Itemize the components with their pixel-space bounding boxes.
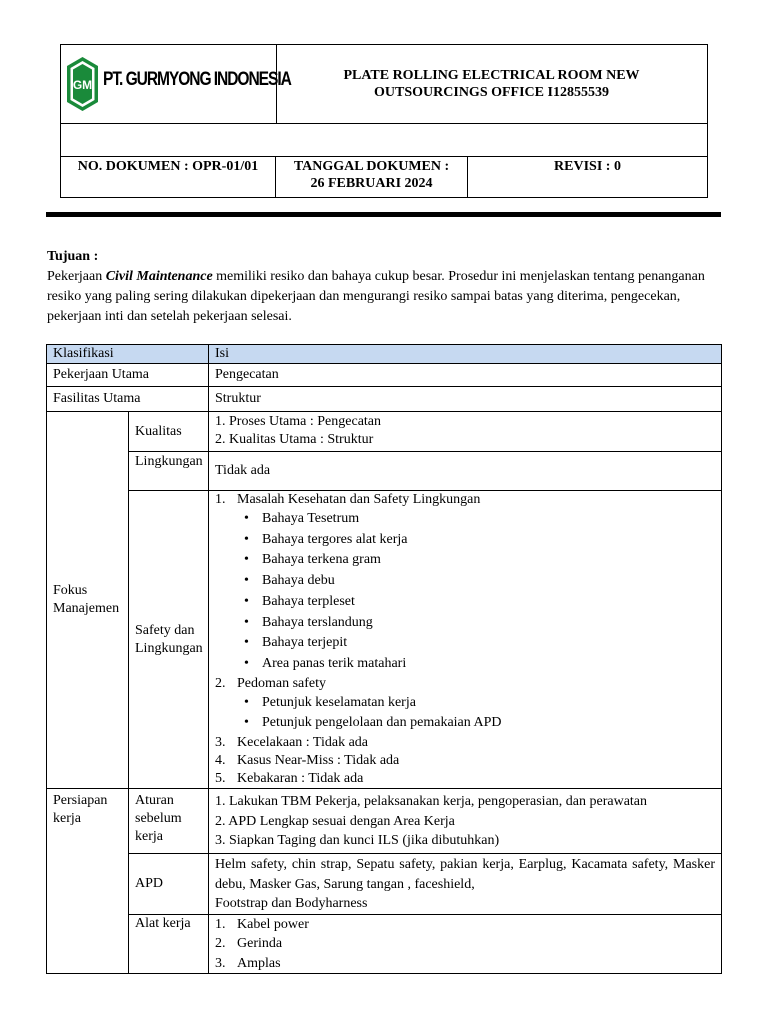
kualitas-item: 2. Kualitas Utama : Struktur bbox=[215, 432, 374, 447]
list-number: 4. bbox=[215, 753, 226, 769]
list-item: • Bahaya terpleset bbox=[262, 592, 715, 613]
purpose-heading: Tujuan : bbox=[47, 249, 99, 264]
header-blank-row bbox=[61, 123, 707, 157]
section-label-persiapan-kerja: Persiapan kerja bbox=[47, 789, 129, 974]
document-number: NO. DOKUMEN : OPR-01/01 bbox=[61, 156, 276, 197]
list-text: Kebakaran : Tidak ada bbox=[237, 771, 364, 787]
header-divider bbox=[46, 212, 721, 217]
gm-badge-icon bbox=[66, 56, 99, 112]
list-number: 3. bbox=[215, 735, 226, 751]
apd-content bbox=[209, 854, 722, 915]
aturan-item: 3. Siapkan Taging dan kunci ILS (jika dibutuhkan) bbox=[215, 833, 500, 849]
alat-kerja-content bbox=[209, 914, 722, 974]
purpose-text-rest: memiliki resiko dan bahaya cukup besar. Prosedur ini menjelaskan tentang penanganan resiko yang paling sering dilakukan dipekerjaan dan mengurangi resiko sampai batas yang diterima, pengecekan, pekerjaan inti dan setelah pekerjaan selesai. bbox=[47, 269, 705, 324]
alat-item bbox=[215, 915, 715, 935]
list-number: 1. bbox=[215, 916, 226, 932]
list-text: Masalah Kesehatan dan Safety Lingkungan bbox=[237, 492, 481, 507]
apd-text-end: Footstrap dan Bodyharness bbox=[215, 896, 368, 912]
list-item: • Petunjuk pengelolaan dan pemakaian APD bbox=[262, 713, 715, 734]
list-item: • Bahaya terjepit bbox=[262, 633, 715, 654]
list-text: Pedoman safety bbox=[237, 675, 327, 691]
aturan-content bbox=[209, 789, 722, 854]
table-row bbox=[47, 854, 722, 915]
list-item: • Bahaya terkena gram bbox=[262, 550, 715, 571]
alat-item bbox=[215, 934, 715, 954]
list-number: 3. bbox=[215, 955, 226, 971]
list-number: 5. bbox=[215, 771, 226, 787]
safety-item-4 bbox=[215, 752, 715, 770]
document-header bbox=[60, 44, 708, 198]
title-line-2: OUTSOURCINGS OFFICE I12855539 bbox=[374, 85, 609, 100]
row-value-fasilitas-utama: Struktur bbox=[209, 387, 722, 412]
list-text: Gerinda bbox=[237, 936, 283, 952]
list-item: • Petunjuk keselamatan kerja bbox=[262, 693, 715, 714]
table-row bbox=[47, 491, 722, 789]
row-label-fasilitas-utama: Fasilitas Utama bbox=[47, 387, 209, 412]
hazard-list bbox=[215, 509, 715, 675]
row-label-pekerjaan-utama: Pekerjaan Utama bbox=[47, 364, 209, 387]
logo-badge-text: GM bbox=[72, 78, 93, 92]
sub-label-safety: Safety dan Lingkungan bbox=[129, 491, 209, 789]
list-item: • Bahaya tergores alat kerja bbox=[262, 530, 715, 551]
kualitas-content bbox=[209, 412, 722, 452]
document-date-label: TANGGAL DOKUMEN : bbox=[293, 159, 450, 174]
list-item: • Bahaya debu bbox=[262, 571, 715, 592]
sub-label-alat-kerja: Alat kerja bbox=[129, 914, 209, 974]
lingkungan-value: Tidak ada bbox=[209, 452, 722, 491]
safety-item-3 bbox=[215, 734, 715, 752]
list-text: Kasus Near-Miss : Tidak ada bbox=[237, 753, 400, 769]
list-text: Amplas bbox=[237, 955, 281, 971]
logo-cell bbox=[61, 45, 291, 123]
document-meta-row bbox=[61, 156, 707, 197]
company-name: PT. GURMYONG INDONESIA bbox=[103, 69, 291, 90]
table-row bbox=[47, 412, 722, 452]
purpose-section bbox=[47, 247, 727, 327]
table-header-row bbox=[47, 345, 722, 364]
list-number: 2. bbox=[215, 936, 226, 952]
list-item: • Bahaya terslandung bbox=[262, 613, 715, 634]
apd-text: Helm safety, chin strap, Sepatu safety, pakian kerja, Earplug, Kacamata safety, Masker debu, Masker Gas, Sarung tangan , faceshield, bbox=[215, 857, 715, 892]
title-line-1: PLATE ROLLING ELECTRICAL ROOM NEW bbox=[343, 68, 640, 83]
sub-label-lingkungan: Lingkungan bbox=[129, 452, 209, 491]
list-item: • Bahaya Tesetrum bbox=[262, 509, 715, 530]
table-row bbox=[47, 914, 722, 974]
sub-label-aturan: Aturan sebelum kerja bbox=[129, 789, 209, 854]
procedure-table bbox=[46, 344, 722, 974]
safety-guide-list bbox=[215, 693, 715, 734]
safety-item-5 bbox=[215, 770, 715, 788]
list-number: 1. bbox=[215, 492, 226, 507]
document-revision: REVISI : 0 bbox=[554, 159, 621, 174]
safety-content bbox=[209, 491, 722, 789]
document-date bbox=[276, 156, 468, 197]
document-date-value: 26 FEBRUARI 2024 bbox=[310, 176, 433, 191]
purpose-text bbox=[47, 267, 727, 327]
table-row bbox=[47, 364, 722, 387]
header-isi: Isi bbox=[209, 345, 722, 364]
list-text: Kabel power bbox=[237, 916, 309, 932]
row-value-pekerjaan-utama: Pengecatan bbox=[209, 364, 722, 387]
purpose-text-start: Pekerjaan bbox=[47, 269, 106, 284]
section-label-fokus-manajemen: Fokus Manajemen bbox=[47, 412, 129, 789]
safety-item-2 bbox=[215, 675, 715, 693]
sub-label-kualitas: Kualitas bbox=[129, 412, 209, 452]
alat-item bbox=[215, 954, 715, 974]
list-item: • Area panas terik matahari bbox=[262, 654, 715, 675]
table-row bbox=[47, 452, 722, 491]
table-row bbox=[47, 387, 722, 412]
safety-item-1 bbox=[215, 491, 715, 509]
aturan-item: 1. Lakukan TBM Pekerja, pelaksanakan kerja, pengoperasian, dan perawatan bbox=[215, 794, 648, 810]
document-title bbox=[276, 45, 707, 123]
aturan-item: 2. APD Lengkap sesuai dengan Area Kerja bbox=[215, 813, 455, 829]
table-row bbox=[47, 789, 722, 854]
list-text: Kecelakaan : Tidak ada bbox=[237, 735, 369, 751]
purpose-emphasis: Civil Maintenance bbox=[105, 269, 213, 284]
header-klasifikasi: Klasifikasi bbox=[47, 345, 209, 364]
list-number: 2. bbox=[215, 675, 226, 691]
kualitas-item: 1. Proses Utama : Pengecatan bbox=[215, 414, 382, 429]
sub-label-apd: APD bbox=[129, 854, 209, 915]
company-logo bbox=[66, 56, 291, 112]
